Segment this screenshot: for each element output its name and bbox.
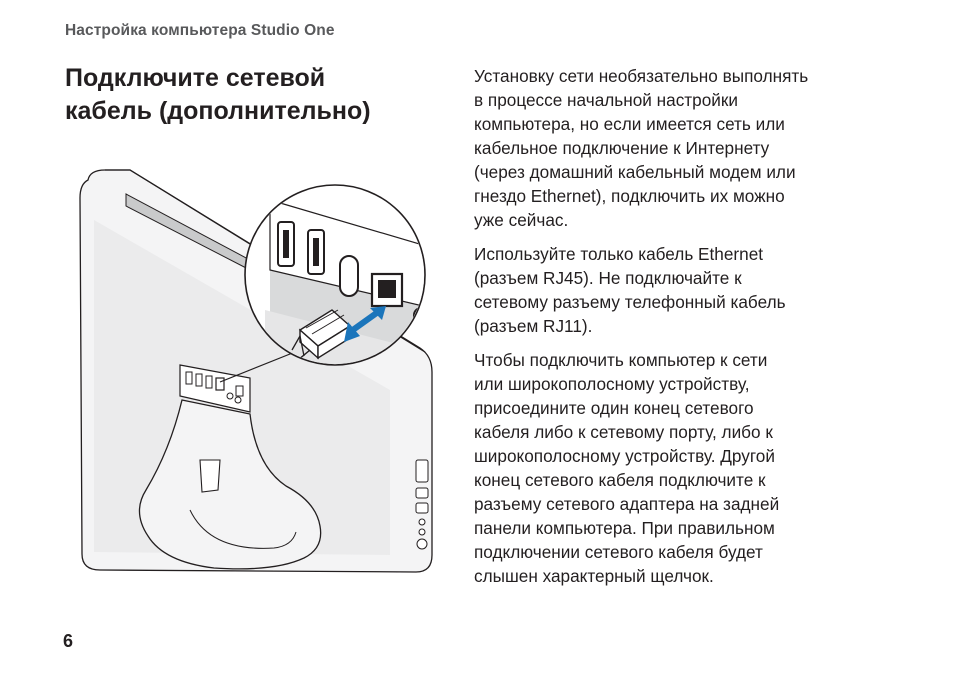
text-line: кабельное подключение к Интернету <box>474 138 770 158</box>
text-line: слышен характерный щелчок. <box>474 566 714 586</box>
text-line: гнездо Ethernet), подключить их можно <box>474 186 785 206</box>
text-line: Установку сети необязательно выполнять <box>474 66 809 86</box>
text-line: кабеля либо к сетевому порту, либо к <box>474 422 773 442</box>
text-line: уже сейчас. <box>474 210 569 230</box>
text-line: разъему сетевого адаптера на задней <box>474 494 780 514</box>
computer-rear-icon <box>60 160 450 590</box>
text-line: присоедините один конец сетевого <box>474 398 754 418</box>
section-title <box>65 62 371 128</box>
text-line: (через домашний кабельный модем или <box>474 162 796 182</box>
text-line: сетевому разъему телефонный кабель <box>474 292 786 312</box>
network-port-icon <box>372 274 402 306</box>
text-line: конец сетевого кабеля подключите к <box>474 470 766 490</box>
text-line: компьютера, но если имеется сеть или <box>474 114 785 134</box>
text-line: или широкополосному устройству, <box>474 374 750 394</box>
running-header: Настройка компьютера Studio One <box>65 22 335 39</box>
paragraph-1 <box>474 64 894 232</box>
text-line: панели компьютера. При правильном <box>474 518 775 538</box>
section-title-line-1: Подключите сетевой <box>65 64 326 92</box>
text-line: широкополосному устройству. Другой <box>474 446 775 466</box>
text-line: Используйте только кабель Ethernet <box>474 244 764 264</box>
body-text <box>474 64 894 598</box>
paragraph-3 <box>474 348 894 588</box>
text-line: подключении сетевого кабеля будет <box>474 542 763 562</box>
text-line: (разъем RJ45). Не подключайте к <box>474 268 742 288</box>
page-number: 6 <box>63 631 74 651</box>
text-line: (разъем RJ11). <box>474 316 593 336</box>
paragraph-2 <box>474 242 894 338</box>
section-title-line-2: кабель (дополнительно) <box>65 97 371 125</box>
text-line: в процессе начальной настройки <box>474 90 739 110</box>
computer-network-illustration <box>60 160 450 590</box>
text-line: Чтобы подключить компьютер к сети <box>474 350 768 370</box>
